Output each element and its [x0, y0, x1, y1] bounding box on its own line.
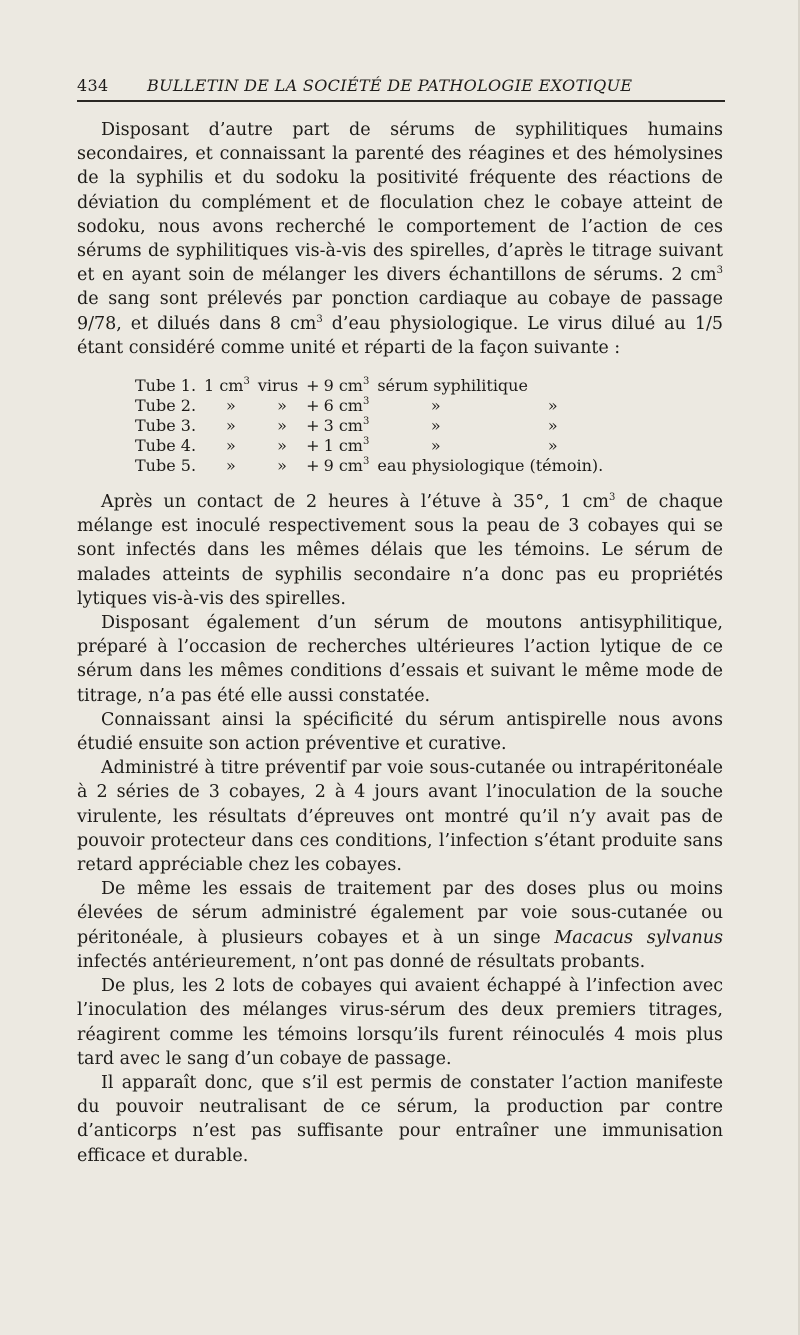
plus-sign: +	[306, 376, 320, 396]
paragraph-1-text-end: d’eau physiologique. Le virus dilué au 1/5 étant considéré comme unité et réparti de la façon suivante :	[77, 313, 723, 358]
paragraph-6-text: De même les essais de traitement par des doses plus ou moins élevées de sérum administré également par voie sous-cutanée ou péritonéale, à plusieurs cobayes et à un singe	[77, 879, 723, 948]
ditto-mark: »	[226, 436, 236, 456]
paragraph-4: Connaissant ainsi la spécificité du sérum antispirelle nous avons étudié ensuite son action préventive et curative.	[77, 709, 723, 755]
tube-row	[135, 436, 611, 456]
ditto-mark: »	[430, 416, 441, 436]
page-number: 434	[77, 76, 109, 95]
paragraph-1-text: Disposant d’autre part de sérums de syphilitiques humains secondaires, et connaissant la parenté des réagines et des hémolysines de la syphilis et du sodoku la positivité fréquente des réactions de déviation du complément et de floculation chez le cobaye atteint de sodoku, nous avons recherché le comportement de l’action de ces sérums de syphilitiques vis-à-vis des spirelles, d’après le titrage suivant et en ayant soin de mélanger les divers échantillons de sérums. 2 cm	[77, 120, 723, 286]
tube-virus: virus	[257, 376, 299, 396]
paragraph-6-text-end: infectés antérieurement, n’ont pas donné de résultats probants.	[77, 951, 646, 972]
paragraph-6	[77, 877, 723, 974]
tube-dose: 1 $cm^3$	[323, 436, 370, 456]
tube-row	[135, 396, 611, 416]
tube-diluent: eau physiologique (témoin).	[377, 456, 604, 476]
tube-label: Tube 3.	[135, 416, 197, 436]
tube-volume: 1 $cm^3$	[204, 376, 250, 396]
ditto-mark: »	[226, 396, 236, 416]
ditto-mark: »	[430, 396, 441, 416]
paragraph-5: Administré à titre préventif par voie sous-cutanée ou intrapéritonéale à 2 séries de 3 cobayes, 2 à 4 jours avant l’inoculation de la souche virulente, les résultats d’épreuves ont montré qu’il n’y avait pas de pouvoir protecteur dans ces conditions, l’infection s’étant produite sans retard appréciable chez les cobayes.	[77, 758, 723, 876]
header-rule	[77, 100, 725, 102]
superscript: 3	[316, 313, 323, 325]
tube-dose: 6 $cm^3$	[323, 396, 370, 416]
plus-sign: +	[306, 456, 320, 476]
plus-sign: +	[306, 436, 320, 456]
plus-sign: +	[306, 416, 320, 436]
species-name: Macacus sylvanus	[554, 927, 723, 948]
paragraph-1	[77, 118, 723, 360]
paragraph-7: De plus, les 2 lots de cobayes qui avaient échappé à l’infection avec l’inoculation des mélanges virus-sérum des deux premiers titrages, réagirent comme les témoins lorsqu’ils furent réinoculés 4 mois plus tard avec le sang d’un cobaye de passage.	[77, 976, 723, 1069]
journal-title: BULLETIN DE LA SOCIÉTÉ DE PATHOLOGIE EXOTIQUE	[147, 76, 633, 95]
ditto-mark: »	[430, 436, 441, 456]
ditto-mark: »	[226, 416, 236, 436]
tube-label: Tube 1.	[135, 376, 197, 396]
ditto-mark: »	[277, 436, 287, 456]
ditto-mark: »	[277, 456, 287, 476]
tube-label: Tube 2.	[135, 396, 197, 416]
tube-dose: 9 $cm^3$	[323, 376, 370, 396]
tube-diluent: sérum syphilitique	[377, 376, 528, 396]
ditto-mark: »	[547, 436, 558, 456]
tube-row	[135, 376, 611, 396]
running-head	[77, 72, 727, 102]
superscript: 3	[608, 492, 616, 504]
paragraph-8: Il apparaît donc, que s’il est permis de constater l’action manifeste du pouvoir neutralisant de ce sérum, la production par contre d’anticorps n’est pas suffisante pour entraîner une immunisation efficace et durable.	[77, 1072, 723, 1166]
tube-dilution-table	[135, 376, 611, 476]
ditto-mark: »	[277, 416, 287, 436]
tube-row	[135, 456, 611, 476]
ditto-mark: »	[547, 416, 558, 436]
ditto-mark: »	[547, 396, 558, 416]
tube-dose: 9 $cm^3$	[323, 456, 370, 476]
tube-dose: 3 $cm^3$	[323, 416, 370, 436]
paragraph-2-text-end: de chaque mélange est inoculé respectivement sous la peau de 3 cobayes qui se sont infectés dans les mêmes délais que les témoins. Le sérum de malades atteints de syphilis secondaire n’a donc pas eu propriétés lytiques vis-à-vis des spirelles.	[77, 492, 723, 609]
ditto-mark: »	[226, 456, 236, 476]
paragraph-3: Disposant également d’un sérum de moutons antisyphilitique, préparé à l’occasion de recherches ultérieures l’action lytique de ce sérum dans les mêmes conditions d’essais et suivant le même mode de titrage, n’a pas été elle aussi constatée.	[77, 613, 723, 706]
tube-label: Tube 5.	[135, 456, 197, 476]
tube-row	[135, 416, 611, 436]
tube-label: Tube 4.	[135, 436, 197, 456]
plus-sign: +	[306, 396, 320, 416]
paragraph-1-text-mid: de sang sont prélevés par ponction cardiaque au cobaye de passage 9/78, et dilués dans 8 cm	[77, 289, 723, 334]
article-body	[77, 118, 723, 1168]
superscript: 3	[716, 265, 723, 277]
ditto-mark: »	[277, 396, 287, 416]
paragraph-2	[77, 490, 723, 611]
paragraph-2-text: Après un contact de 2 heures à l’étuve à 35°, 1 cm	[101, 492, 609, 513]
